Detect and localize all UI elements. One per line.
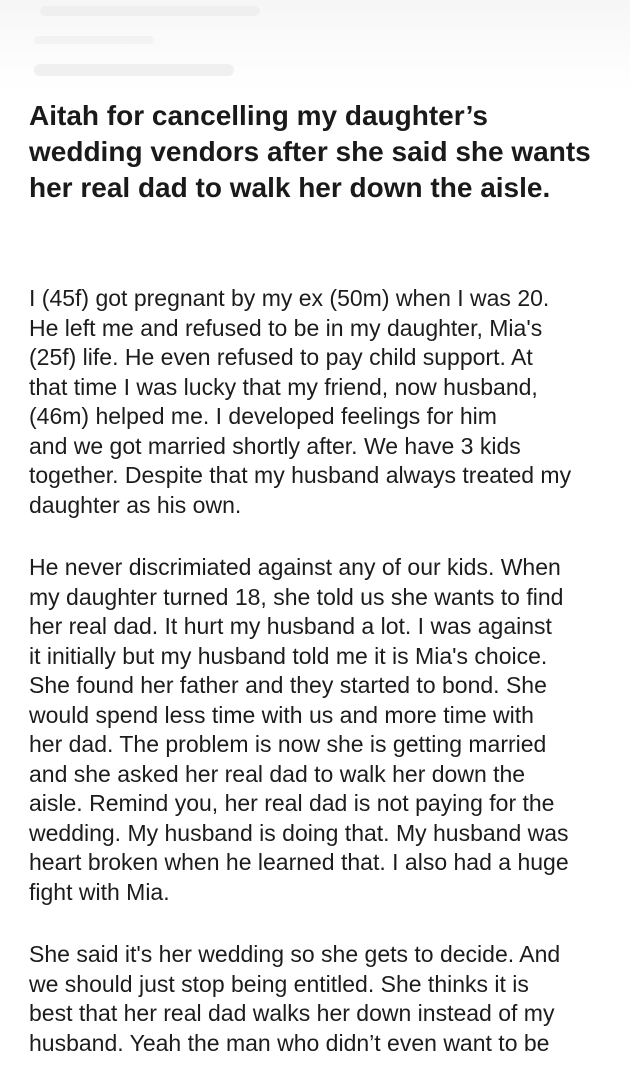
post-paragraph: He never discrimiated against any of our kids. When my daughter turned 18, she told us she wants to find her real dad. It hurt my husband a lot. I was against it initially but my husband told me it is Mia's choice. She found her father and they started to bond. She would spend less time with us and more time with her dad. The problem is now she is getting married and she asked her real dad to walk her down the aisle. Remind you, her real dad is not paying for the wedding. My husband is doing that. My husband was heart broken when he learned that. I also had a huge fight with Mia. bbox=[29, 554, 569, 905]
faded-element bbox=[34, 64, 234, 76]
post-title: Aitah for cancelling my daughter’s wedding vendors after she said she wants her real dad to walk her down the aisle. bbox=[29, 100, 591, 203]
faded-element bbox=[34, 36, 154, 44]
post-paragraph: I (45f) got pregnant by my ex (50m) when I was 20. He left me and refused to be in my daughter, Mia's (25f) life. He even refused to pay child support. At that time I was lucky that my friend, now husband, (46m) helped me. I developed feelings for him and we got married shortly after. We have 3 kids together. Despite that my husband always treated my daughter as his own. bbox=[29, 285, 572, 518]
post-body bbox=[29, 284, 619, 1091]
post-paragraph: She said it's her wedding so she gets to decide. And we should just stop being entitled. She thinks it is best that her real dad walks her down instead of my husband. Yeah the man who didn’t even want to be bbox=[29, 941, 561, 1056]
faded-header bbox=[0, 0, 630, 90]
faded-element bbox=[40, 6, 260, 16]
